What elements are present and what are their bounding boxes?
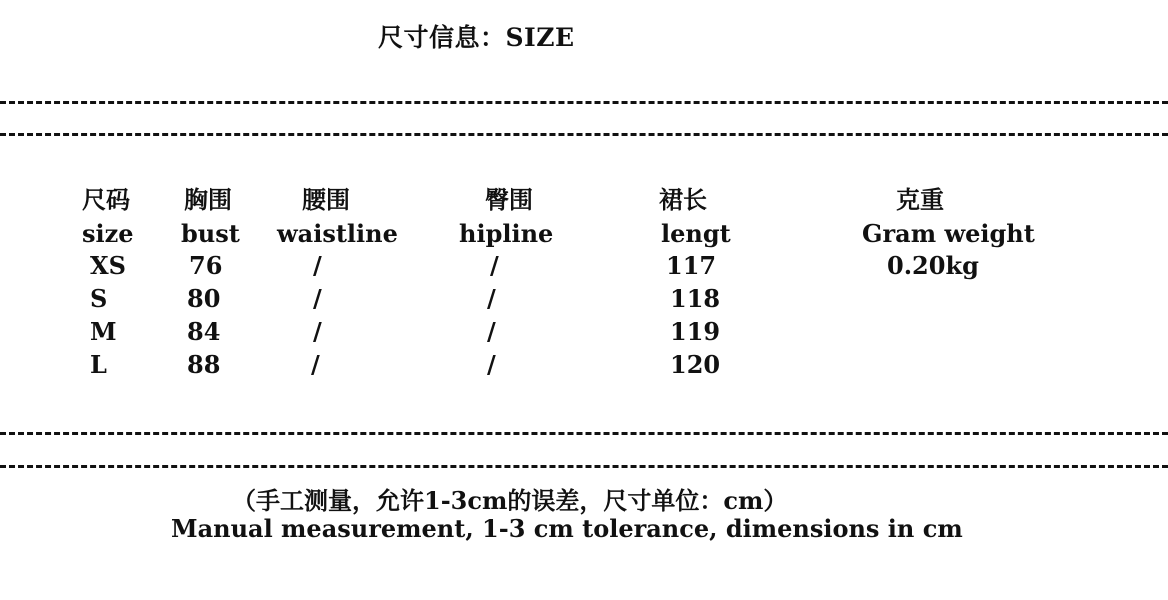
table-cell-size: XS	[90, 251, 126, 280]
table-cell-hip: /	[490, 251, 499, 280]
table-cell-length: 120	[670, 350, 721, 379]
table-cell-bust: 76	[189, 251, 223, 280]
table-cell-length: 118	[670, 284, 721, 313]
table-cell-length: 119	[670, 317, 721, 346]
table-cell-weight: 0.20kg	[887, 251, 979, 280]
table-cell-bust: 84	[187, 317, 221, 346]
table-cell-bust: 88	[187, 350, 221, 379]
table-cell-waist: /	[313, 317, 322, 346]
divider-bottom-1	[0, 432, 1168, 435]
table-cell-size: L	[90, 350, 107, 379]
header-cn-length: 裙长	[659, 185, 707, 214]
header-cn-hip: 臀围	[485, 185, 533, 214]
table-cell-waist: /	[313, 284, 322, 313]
header-en-hip: hipline	[459, 219, 554, 248]
table-cell-size: M	[90, 317, 117, 346]
table-cell-length: 117	[666, 251, 717, 280]
page-title: 尺寸信息：SIZE	[378, 23, 575, 52]
table-cell-waist: /	[313, 251, 322, 280]
header-cn-bust: 胸围	[184, 185, 232, 214]
header-cn-weight: 克重	[896, 185, 944, 214]
table-cell-size: S	[90, 284, 108, 313]
table-cell-waist: /	[311, 350, 320, 379]
header-en-weight: Gram weight	[862, 219, 1035, 248]
header-en-bust: bust	[181, 219, 240, 248]
header-en-size: size	[82, 219, 134, 248]
divider-top-2	[0, 133, 1168, 136]
divider-bottom-2	[0, 465, 1168, 468]
table-cell-hip: /	[487, 350, 496, 379]
header-cn-waist: 腰围	[302, 185, 350, 214]
measurement-note-chinese: （手工测量，允许1-3cm的误差，尺寸单位：cm）	[232, 486, 788, 515]
divider-top-1	[0, 101, 1168, 104]
table-cell-bust: 80	[187, 284, 221, 313]
header-en-length: lengt	[661, 219, 731, 248]
table-cell-hip: /	[487, 284, 496, 313]
header-cn-size: 尺码	[82, 185, 130, 214]
table-cell-hip: /	[487, 317, 496, 346]
header-en-waist: waistline	[277, 219, 398, 248]
measurement-note-english: Manual measurement, 1-3 cm tolerance, dimensions in cm	[171, 514, 963, 543]
